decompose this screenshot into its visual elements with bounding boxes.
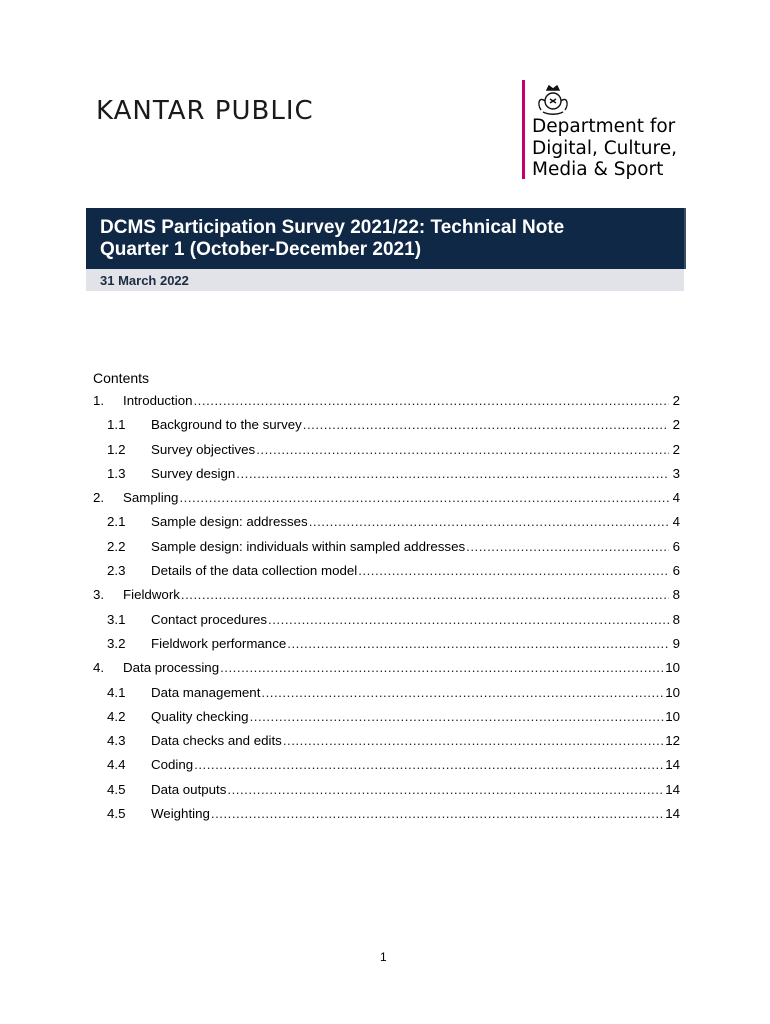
toc-entry-label: Weighting [151, 806, 210, 822]
toc-entry[interactable] [93, 757, 680, 781]
toc-entry-page: 4 [672, 490, 680, 506]
toc-entry-number: 1.1 [107, 417, 126, 433]
toc-entry[interactable] [93, 733, 680, 757]
toc-entry-page: 9 [672, 635, 680, 651]
toc-entry-number: 4.5 [107, 806, 126, 822]
toc-entry-page: 8 [672, 611, 680, 627]
toc-entry[interactable] [93, 514, 680, 538]
toc-entry-number: 1.2 [107, 441, 126, 457]
toc-entry-number: 2.3 [107, 563, 126, 579]
toc-entry[interactable] [93, 490, 680, 514]
toc-entry-page: 8 [672, 587, 680, 603]
toc-dot-leader [283, 733, 664, 748]
toc-entry-page: 2 [672, 393, 680, 408]
dcms-logo-bar [522, 80, 525, 179]
dcms-logo-text: Department for Digital, Culture, Media & Sport [532, 116, 677, 180]
toc-entry[interactable] [93, 417, 680, 441]
toc-entry-label: Data outputs [151, 781, 227, 797]
toc-entry-number: 2.2 [107, 538, 126, 554]
toc-entry-label: Fieldwork performance [151, 635, 287, 651]
royal-crest-icon [533, 82, 573, 116]
toc-entry[interactable] [93, 660, 680, 684]
toc-entry-page: 12 [665, 733, 680, 749]
toc-entry-label: Data checks and edits [151, 733, 282, 749]
toc-entry-label: Sample design: individuals within sampled addresses [151, 538, 466, 554]
toc-entry[interactable] [93, 587, 680, 611]
toc-entry[interactable] [93, 806, 680, 830]
toc-entry-label: Background to the survey [151, 417, 302, 433]
toc-entry[interactable] [93, 709, 680, 733]
toc-entry-label: Contact procedures [151, 611, 268, 627]
toc-entry-page: 14 [665, 781, 680, 797]
toc-entry[interactable] [93, 466, 680, 490]
toc-entry-label: Introduction [123, 393, 193, 408]
toc-entry[interactable] [93, 612, 680, 636]
toc-dot-leader [309, 514, 669, 529]
toc-entry-number: 3.2 [107, 635, 126, 651]
toc-dot-leader [211, 806, 664, 821]
toc-entry-number: 3. [93, 587, 105, 603]
toc-entry-label: Survey design [151, 465, 236, 481]
toc-entry-page: 4 [672, 514, 680, 530]
toc-entry[interactable] [93, 539, 680, 563]
toc-dot-leader [250, 709, 665, 724]
toc-entry-number: 2. [93, 490, 105, 506]
toc-entry-label: Survey objectives [151, 441, 256, 457]
toc-entry-label: Coding [151, 757, 194, 773]
page-number: 1 [380, 950, 387, 964]
toc-entry-label: Fieldwork [123, 587, 180, 603]
toc-dot-leader [193, 393, 669, 408]
document-date: 31 March 2022 [100, 273, 189, 288]
toc-entry-page: 2 [672, 441, 680, 457]
toc-entry[interactable] [93, 685, 680, 709]
toc-entry[interactable] [93, 442, 680, 466]
table-of-contents [93, 393, 680, 830]
toc-entry-number: 1.3 [107, 465, 126, 481]
toc-entry-page: 2 [672, 417, 680, 433]
toc-dot-leader [181, 587, 669, 602]
toc-entry-page: 6 [672, 538, 680, 554]
toc-entry-label: Data processing [123, 660, 220, 676]
toc-entry-label: Sample design: addresses [151, 514, 308, 530]
toc-dot-leader [261, 685, 664, 700]
toc-dot-leader [268, 612, 669, 627]
toc-dot-leader [358, 563, 669, 578]
toc-dot-leader [179, 490, 669, 505]
toc-entry-label: Details of the data collection model [151, 563, 358, 579]
toc-dot-leader [256, 442, 669, 457]
toc-entry-page: 10 [665, 708, 680, 724]
toc-dot-leader [287, 636, 669, 651]
document-title: DCMS Participation Survey 2021/22: Technical Note Quarter 1 (October-December 2021) [100, 217, 565, 260]
toc-entry-page: 10 [665, 660, 680, 676]
toc-entry-label: Data management [151, 684, 261, 700]
toc-entry-label: Sampling [123, 490, 179, 506]
toc-entry-page: 6 [672, 563, 680, 579]
toc-dot-leader [194, 757, 664, 772]
toc-dot-leader [303, 417, 669, 432]
toc-entry-page: 10 [665, 684, 680, 700]
toc-entry-number: 4.5 [107, 781, 126, 797]
toc-entry-page: 3 [672, 465, 680, 481]
toc-entry-number: 1. [93, 393, 105, 408]
toc-entry-number: 4. [93, 660, 105, 676]
toc-entry[interactable] [93, 563, 680, 587]
toc-entry-number: 3.1 [107, 611, 126, 627]
date-band [86, 269, 684, 291]
toc-dot-leader [227, 782, 664, 797]
toc-dot-leader [220, 660, 664, 675]
toc-entry-number: 2.1 [107, 514, 126, 530]
toc-dot-leader [466, 539, 669, 554]
toc-entry-number: 4.4 [107, 757, 126, 773]
toc-entry-number: 4.1 [107, 684, 126, 700]
toc-entry[interactable] [93, 782, 680, 806]
toc-entry-number: 4.2 [107, 708, 126, 724]
toc-entry-page: 14 [665, 806, 680, 822]
toc-entry[interactable] [93, 393, 680, 417]
toc-entry-page: 14 [665, 757, 680, 773]
dcms-logo [522, 80, 702, 180]
toc-entry[interactable] [93, 636, 680, 660]
toc-entry-label: Quality checking [151, 708, 249, 724]
title-band [86, 208, 686, 269]
contents-heading: Contents [93, 370, 150, 386]
toc-entry-number: 4.3 [107, 733, 126, 749]
toc-dot-leader [236, 466, 669, 481]
kantar-public-logo: KANTAR PUBLIC [96, 96, 314, 126]
